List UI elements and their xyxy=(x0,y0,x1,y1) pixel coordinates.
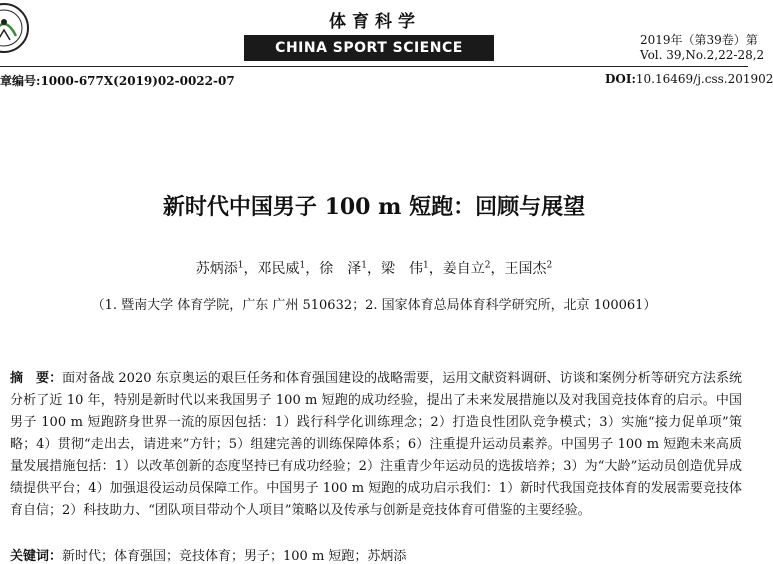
author-separator: ， xyxy=(428,261,443,277)
author-affiliation-mark: 2 xyxy=(484,260,491,271)
author-separator: ， xyxy=(243,261,258,277)
article-number xyxy=(0,72,235,89)
author-affiliation-mark: 1 xyxy=(423,260,429,271)
journal-title-en-banner: CHINA SPORT SCIENCE xyxy=(244,35,494,61)
author-list xyxy=(0,258,748,278)
keywords xyxy=(10,545,742,564)
paper-title: 新时代中国男子 100 m 短跑：回顾与展望 xyxy=(162,194,586,220)
abstract-text: 面对备战 2020 东京奥运的艰巨任务和体育强国建设的战略需要，运用文献资料调研、访谈和案例分析等研究方法系统分析了近 10 年，特别是新时代以来我国男子 100 m 短跑的成功经验，提出了未来发展措施以及对我国竞技体育的启示。中国男子 100 m 短跑跻身世界一流的原因包括：1）践行科学化训练理念；2）打造良性团队竞争模式；3）实施“接力促单项”策略；4）贯彻“走出去，请进来”方针；5）组建完善的训练保障体系；6）注重提升运动员素养。中国男子 100 m 短跑未来高质量发展措施包括：1）以改革创新的态度坚持已有成功经验；2）注重青少年运动员的选拔培养；3）为“大龄”运动员创造优异成绩提供平台；4）加强退役运动员保障工作。中国男子 100 m 短跑的成功启示我们：1）新时代我国竞技体育的发展需要竞技体育自信；2）科技助力、“团队项目带动个人项目”策略以及传承与创新是竞技体育可借鉴的主要经验。 xyxy=(10,371,742,518)
article-number-value: 1000-677X(2019)02-0022-07 xyxy=(40,74,235,88)
article-number-label: 章编号: xyxy=(0,74,41,88)
keywords-text: 新时代；体育强国；竞技体育；男子；100 m 短跑；苏炳添 xyxy=(62,549,407,564)
header-divider xyxy=(0,66,748,67)
abstract xyxy=(10,368,742,522)
abstract-label: 摘 要： xyxy=(10,371,63,386)
author-affiliation-mark: 1 xyxy=(299,260,306,271)
author-name: 王国杰 xyxy=(504,261,547,277)
issue-info-en: Vol. 39,No.2,22-28,2 xyxy=(640,48,765,62)
author-name: 梁 伟 xyxy=(381,261,423,277)
journal-title-cn: 体育科学 xyxy=(329,12,421,32)
doi-label: DOI: xyxy=(605,72,636,86)
author-separator: ， xyxy=(367,261,381,277)
author-separator: ， xyxy=(305,261,320,277)
author-name: 邓民威 xyxy=(257,261,300,277)
affiliations: （1. 暨南大学 体育学院，广东 广州 510632；2. 国家体育总局体育科学研究所，北京 100061） xyxy=(91,298,657,313)
journal-logo-icon xyxy=(0,2,30,54)
author-affiliation-mark: 1 xyxy=(237,260,244,271)
author-affiliation-mark: 1 xyxy=(361,260,367,271)
author-name: 徐 泽 xyxy=(319,261,362,277)
author-name: 姜自立 xyxy=(442,261,485,277)
doi-value: 10.16469/j.css.201902 xyxy=(635,72,773,86)
keywords-label: 关键词： xyxy=(10,549,63,564)
author-name: 苏炳添 xyxy=(195,261,238,277)
issue-info-cn: 2019年（第39卷）第 xyxy=(640,33,758,47)
author-affiliation-mark: 2 xyxy=(546,260,553,271)
doi xyxy=(605,72,773,86)
author-separator: ， xyxy=(490,261,505,277)
